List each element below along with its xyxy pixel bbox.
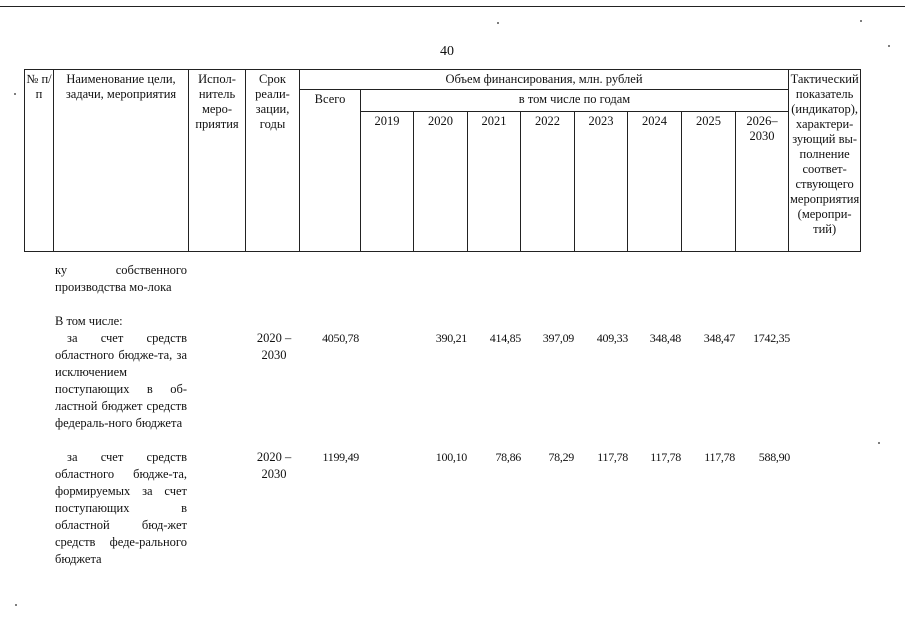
- row2-2026-2030: 588,90: [758, 450, 790, 464]
- year-2023: 2023: [575, 112, 628, 252]
- row1-name: за счет средств областного бюдже-та, за исключением поступающих в об-ластной бюджет средств федераль-ного бюджета: [55, 331, 187, 430]
- row2-name: за счет средств областного бюдже-та, формируемых за счет поступающих в областной бюд-жет средств феде-рального бюджета: [55, 450, 187, 566]
- scan-speck: [860, 20, 862, 22]
- row2-2022: 78,29: [548, 450, 574, 464]
- row1-2026-2030: 1742,35: [753, 331, 790, 345]
- row2-2021: 78,86: [495, 450, 521, 464]
- header-term: Срок реали-зации, годы: [246, 70, 300, 252]
- header-total: Всего: [300, 90, 361, 252]
- row2-2020: 100,10: [435, 450, 467, 464]
- year-2025: 2025: [682, 112, 736, 252]
- header-indicator: Тактический показатель (индикатор), характери-зующий вы-полнение соответ-ствующего мероприятия (меропри-тий): [789, 70, 861, 252]
- year-2021: 2021: [468, 112, 521, 252]
- scan-speck: [878, 442, 880, 444]
- page-number: 40: [440, 44, 454, 59]
- row2-2025: 117,78: [704, 450, 735, 464]
- header-executor: Испол-нитель меро-приятия: [189, 70, 246, 252]
- row1-2023: 409,33: [596, 331, 628, 345]
- header-num: № п/п: [25, 70, 54, 252]
- year-2020: 2020: [414, 112, 468, 252]
- row2-2024: 117,78: [650, 450, 681, 464]
- intro-text: ку собственного производства мо-лока: [55, 263, 187, 294]
- row1-2025: 348,47: [703, 331, 735, 345]
- scan-speck: [497, 22, 499, 24]
- scan-speck: [888, 45, 890, 47]
- header-by-years: в том числе по годам: [361, 90, 789, 112]
- row1-term: 2020 – 2030: [256, 331, 292, 362]
- header-name: Наименование цели, задачи, мероприятия: [54, 70, 189, 252]
- header-funding: Объем финансирования, млн. рублей: [300, 70, 789, 90]
- row2-total: 1199,49: [322, 450, 359, 464]
- year-2026-2030: 2026–2030: [736, 112, 789, 252]
- scan-speck: [14, 93, 16, 95]
- row1-2022: 397,09: [542, 331, 574, 345]
- row2-2023: 117,78: [597, 450, 628, 464]
- row1-2020: 390,21: [435, 331, 467, 345]
- row1-2021: 414,85: [489, 331, 521, 345]
- row2-term: 2020 – 2030: [256, 450, 292, 481]
- including-label: В том числе:: [55, 314, 123, 328]
- year-2019: 2019: [361, 112, 414, 252]
- scan-speck: [15, 604, 17, 606]
- year-2022: 2022: [521, 112, 575, 252]
- row1-2024: 348,48: [649, 331, 681, 345]
- row1-total: 4050,78: [322, 331, 359, 345]
- year-2024: 2024: [628, 112, 682, 252]
